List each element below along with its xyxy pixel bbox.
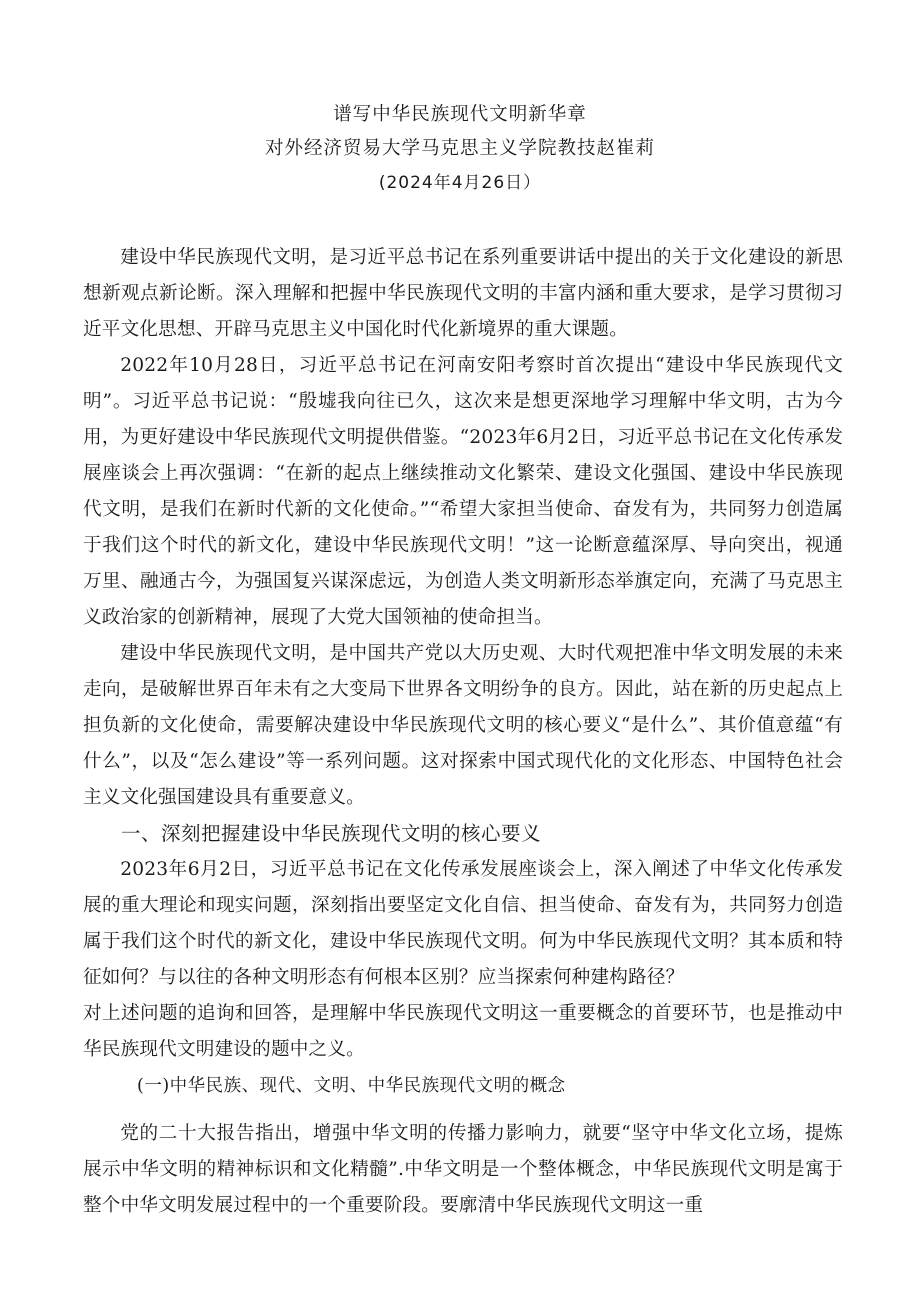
paragraph-4: 2023年6月2日，习近平总书记在文化传承发展座谈会上，深入阐述了中华文化传承发展的重大理论和现实问题，深刻指出要坚定文化自信、担当使命、奋发有为，共同努力创造属于我们这个时代的新文化，建设中华民族现代文明。何为中华民族现代文明？其本质和特征如何？与以往的各种文明形态有何根本区别？应当探索何种建构路径？ [83, 859, 843, 988]
section-heading-1: 一、深刻把握建设中华民族现代文明的核心要义 [121, 822, 542, 845]
date-line: (2024年4月26日） [378, 173, 542, 193]
paragraph-2: 2022年10月28日，习近平总书记在河南安阳考察时首次提出“建设中华民族现代文明”。习近平总书记说：“殷墟我向往已久，这次来是想更深地学习理解中华文明，古为今用，为更好建设中华民族现代文明提供借鉴。“2023年6月2日，习近平总书记在文化传承发展座谈会上再次强调：“在新的起点上继续推动文化繁荣、建设文化强国、建设中华民族现代文明，是我们在新时代新的文化使命。”“希望大家担当使命、奋发有为，共同努力创造属于我们这个时代的新文化，建设中华民族现代文明！”这一论断意蕴深厚、导向突出，视通万里、融通古今，为强国复兴谋深虑远，为创造人类文明新形态举旗定向，充满了马克思主义政治家的创新精神，展现了大党大国领袖的使命担当。 [83, 355, 843, 628]
paragraph-5: 对上述问题的追询和回答，是理解中华民族现代文明这一重要概念的首要环节，也是推动中华民族现代文明建设的题中之义。 [83, 1003, 843, 1060]
title-block [0, 98, 920, 200]
document-body [83, 240, 843, 1224]
document-title: 谱写中华民族现代文明新华章 [333, 104, 587, 125]
paragraph-1: 建设中华民族现代文明，是习近平总书记在系列重要讲话中提出的关于文化建设的新思想新观点新论断。深入理解和把握中华民族现代文明的丰富内涵和重大要求，是学习贯彻习近平文化思想、开辟马克思主义中国化时代化新境界的重大课题。 [83, 247, 843, 340]
paragraph-6: 党的二十大报告指出，增强中华文明的传播力影响力，就要“坚守中华文化立场，提炼展示中华文明的精神标识和文化精髓”.中华文明是一个整体概念，中华民族现代文明是寓于整个中华文明发展过程中的一个重要阶段。要廓清中华民族现代文明这一重 [83, 1123, 843, 1216]
author-line: 对外经济贸易大学马克思主义学院教技赵崔莉 [264, 138, 655, 159]
paragraph-3: 建设中华民族现代文明，是中国共产党以大历史观、大时代观把准中华文明发展的未来走向，是破解世界百年未有之大变局下世界各文明纷争的良方。因此，站在新的历史起点上担负新的文化使命，需要解决建设中华民族现代文明的核心要义“是什么”、其价值意蕴“有什么”，以及“怎么建设”等一系列问题。这对探索中国式现代化的文化形态、中国特色社会主义文化强国建设具有重要意义。 [83, 643, 843, 808]
subsection-heading-1: (一)中华民族、现代、文明、中华民族现代文明的概念 [137, 1076, 566, 1096]
